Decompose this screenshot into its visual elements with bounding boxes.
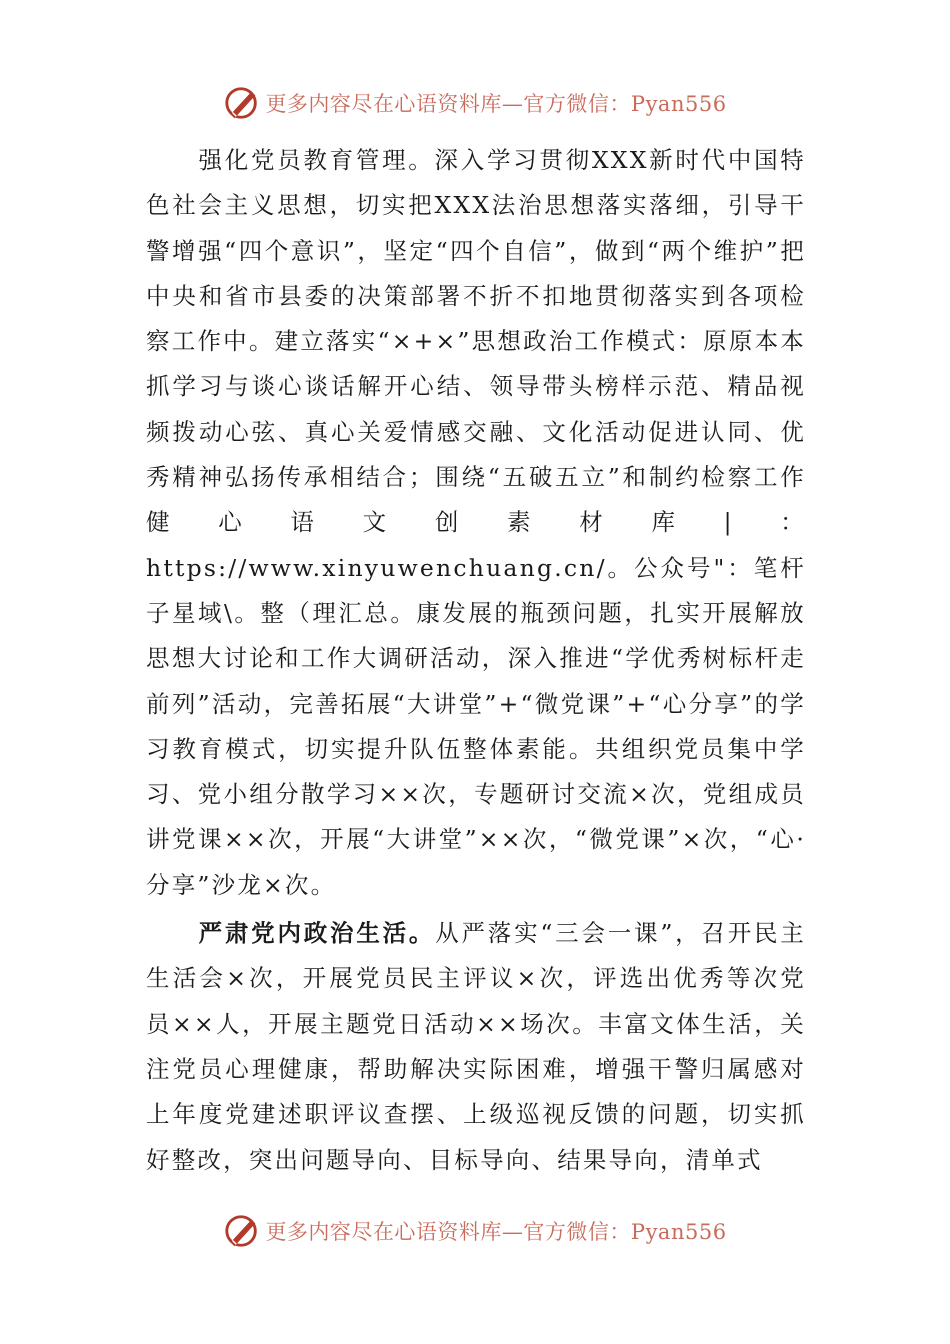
banner-text: 更多内容尽在心语资料库—官方微信：Pyan556 — [265, 1220, 727, 1244]
banner-text: 更多内容尽在心语资料库—官方微信：Pyan556 — [265, 92, 727, 116]
pen-logo-icon — [223, 1212, 261, 1250]
footer-banner — [0, 1208, 950, 1254]
paragraph-political-life — [146, 911, 806, 1183]
paragraph-political-life-text: 从严落实“三会一课”，召开民主生活会×次，开展党员民主评议×次，评选出优秀等次党员××人，开展主题党日活动××场次。丰富文体生活，关注党员心理健康，帮助解决实际困难，增强干警归属感对上年度党建述职评议查摆、上级巡视反馈的问题，切实抓好整改，突出问题导向、目标导向、结果导向，清单式 — [146, 919, 806, 1174]
paragraph-lead: 严肃党内政治生活。 — [198, 919, 436, 948]
header-banner — [0, 80, 950, 126]
document-body — [146, 138, 806, 1183]
paragraph-education — [146, 138, 806, 908]
pen-logo-icon — [223, 84, 261, 122]
paragraph-education-text: 强化党员教育管理。深入学习贯彻XXX新时代中国特色社会主义思想，切实把XXX法治思想落实落细，引导干警增强“四个意识”，坚定“四个自信”，做到“两个维护”把中央和省市县委的决策部署不折不扣地贯彻落实到各项检察工作中。建立落实“×+×”思想政治工作模式：原原本本抓学习与谈心谈话解开心结、领导带头榜样示范、精品视频拨动心弦、真心关爱情感交融、文化活动促进认同、优秀精神弘扬传承相结合；围绕“五破五立”和制约检察工作健心语文创素材库|：https://www.xinyuwenchuang.cn/。公众号"：笔杆子星域\。整（理汇总。康发展的瓶颈问题，扎实开展解放思想大讨论和工作大调研活动，深入推进“学优秀树标杆走前列”活动，完善拓展“大讲堂”+“微党课”+“心分享”的学习教育模式，切实提升队伍整体素能。共组织党员集中学习、党小组分散学习××次，专题研讨交流×次，党组成员讲党课××次，开展“大讲堂”××次，“微党课”×次，“心·分享”沙龙×次。 — [146, 146, 806, 899]
